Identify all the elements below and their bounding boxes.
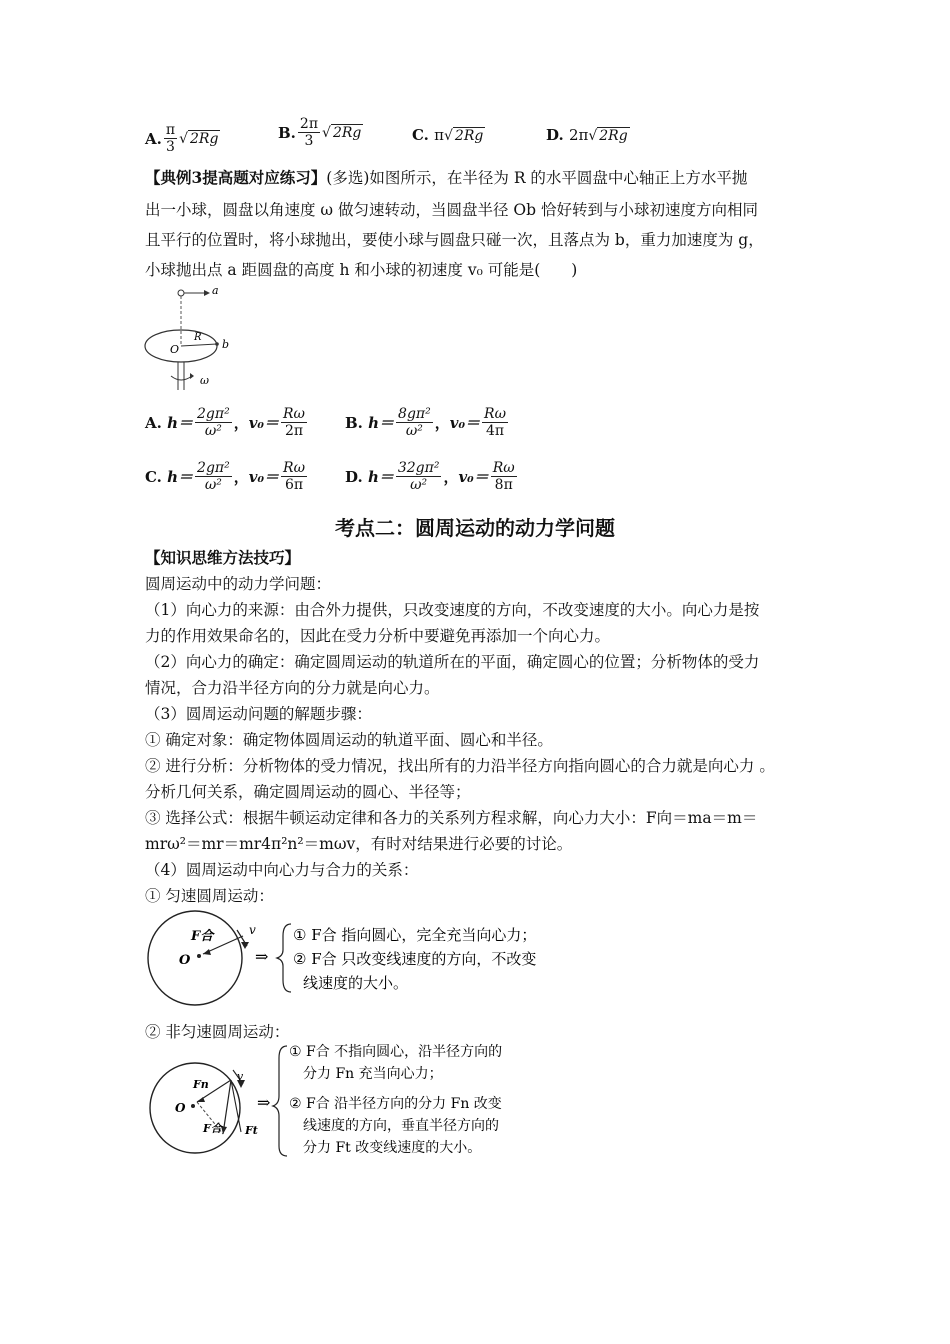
knowledge-heading: 【知识思维方法技巧】	[145, 548, 301, 567]
implies-arrow: ⇒	[257, 1093, 271, 1112]
center-label: O	[179, 953, 191, 968]
fraction: $\frac{R\omega}{6\pi}$	[283, 460, 306, 493]
answer-a: A. h＝ $\frac{\text{2gπ²}}{\text{ω²}}$ ， v₀＝ $\frac{R\omega}{2\pi}$	[145, 406, 305, 439]
sqrt: √ 2Rg	[588, 127, 628, 144]
answer-d: D. h＝ $\frac{\text{32gπ²}}{\text{ω²}}$ ， v₀＝ $\frac{R\omega}{8\pi}$	[345, 460, 515, 493]
fraction: $\frac{2\pi}{3}$	[299, 116, 319, 149]
answer-b: B. h＝ $\frac{\text{8gπ²}}{\text{ω²}}$ ， v₀＝ $\frac{R\omega}{4\pi}$	[345, 406, 507, 439]
choice-a: A. $\frac{\pi}{3}$ √ 2Rg	[145, 122, 219, 155]
knowledge-p4: （4）圆周运动中向心力与合力的关系：	[145, 861, 419, 879]
sqrt: √ 2Rg	[322, 125, 362, 141]
normal-force-label: Fn	[193, 1078, 209, 1091]
knowledge-s3b: mrω²＝mr＝mr4π²n²＝mωv，有时对结果进行必要的讨论。	[145, 835, 573, 853]
point-a-label: a	[212, 284, 219, 297]
sqrt: √ 2Rg	[444, 127, 484, 144]
answer-c: C. h＝ $\frac{\text{2gπ²}}{\text{ω²}}$ ， v₀＝ $\frac{R\omega}{6\pi}$	[145, 460, 306, 493]
net-force-label: F合	[203, 1122, 222, 1135]
knowledge-p2a: （2）向心力的确定：确定圆周运动的轨道所在的平面，确定圆心的位置；分析物体的受力	[145, 653, 760, 671]
problem-line-2: 出一小球，圆盘以角速度 ω 做匀速转动，当圆盘半径 Ob 恰好转到与小球初速度方向相同	[145, 201, 758, 219]
knowledge-s2a: ② 进行分析：分析物体的受力情况，找出所有的力沿半径方向指向圆心的合力就是向心力 。	[145, 757, 775, 775]
knowledge-s1: ① 确定对象：确定物体圆周运动的轨道平面、圆心和半径。	[145, 731, 553, 749]
fraction: $\frac{\text{8gπ²}}{\text{ω²}}$	[398, 406, 431, 439]
nonuniform-note-4: 线速度的方向，垂直半径方向的	[303, 1118, 499, 1134]
fraction: $\frac{\pi}{3}$	[165, 122, 176, 155]
knowledge-s3a: ③ 选择公式：根据牛顿运动定律和各力的关系列方程求解，向心力大小：F向＝ma＝m＝	[145, 809, 758, 827]
choice-d: D. 2π √ 2Rg	[546, 126, 628, 144]
knowledge-u2: ② 非匀速圆周运动：	[145, 1023, 290, 1041]
fraction: $\frac{\text{2gπ²}}{\text{ω²}}$	[197, 406, 230, 439]
choice-b: B. $\frac{2\pi}{3}$ √ 2Rg	[278, 116, 362, 149]
section-title: 考点二：圆周运动的动力学问题	[335, 516, 615, 540]
uniform-note-1: ① F合 指向圆心，完全充当向心力；	[293, 926, 537, 944]
knowledge-u1: ① 匀速圆周运动：	[145, 887, 274, 905]
velocity-label: v	[249, 923, 256, 937]
uniform-note-2: ② F合 只改变线速度的方向，不改变	[293, 950, 537, 968]
implies-arrow: ⇒	[255, 947, 269, 966]
nonuniform-note-1: ① F合 不指向圆心，沿半径方向的	[289, 1044, 503, 1060]
rotating-disk-figure	[140, 284, 250, 394]
uniform-note-3: 线速度的大小。	[303, 974, 409, 992]
tangent-force-label: Ft	[245, 1124, 258, 1137]
knowledge-intro: 圆周运动中的动力学问题：	[145, 575, 332, 593]
knowledge-s2b: 分析几何关系，确定圆周运动的圆心、半径等；	[145, 783, 471, 801]
knowledge-p1a: （1）向心力的来源：由合外力提供，只改变速度的方向，不改变速度的大小。向心力是按	[145, 601, 760, 619]
nonuniform-note-5: 分力 Ft 改变线速度的大小。	[303, 1140, 482, 1156]
point-b-label: b	[222, 338, 230, 351]
problem-line-4: 小球抛出点 a 距圆盘的高度 h 和小球的初速度 v₀ 可能是( )	[145, 261, 578, 279]
problem-line-1: 【典例3提高题对应练习】(多选)如图所示，在半径为 R 的水平圆盘中心轴正上方水平抛	[145, 168, 748, 187]
radius-label: R	[194, 332, 202, 343]
knowledge-p2b: 情况，合力沿半径方向的分力就是向心力。	[145, 679, 440, 697]
fraction: $\frac{R\omega}{2\pi}$	[283, 406, 305, 439]
center-label: O	[175, 1101, 186, 1115]
net-force-label: F合	[191, 929, 214, 944]
problem-line-3: 且平行的位置时，将小球抛出，要使小球与圆盘只碰一次，且落点为 b，重力加速度为 g，	[145, 231, 764, 249]
nonuniform-note-2: 分力 Fn 充当向心力；	[303, 1066, 443, 1082]
fraction: $\frac{\text{32gπ²}}{\text{ω²}}$	[397, 460, 440, 493]
omega-label: ω	[200, 374, 209, 387]
knowledge-p1b: 力的作用效果命名的，因此在受力分析中要避免再添加一个向心力。	[145, 627, 611, 645]
center-label: O	[170, 343, 180, 356]
uniform-motion-figure	[145, 906, 565, 1010]
fraction: $\frac{\text{2gπ²}}{\text{ω²}}$	[197, 460, 230, 493]
nonuniform-note-3: ② F合 沿半径方向的分力 Fn 改变	[289, 1096, 502, 1112]
fraction: $\frac{R\omega}{8\pi}$	[492, 460, 515, 493]
velocity-label: v	[237, 1070, 244, 1083]
fraction: $\frac{R\omega}{4\pi}$	[484, 406, 507, 439]
choice-c: C. π √ 2Rg	[412, 126, 484, 144]
nonuniform-motion-figure	[145, 1042, 525, 1160]
knowledge-p3: （3）圆周运动问题的解题步骤：	[145, 705, 372, 723]
sqrt: √ 2Rg	[179, 131, 219, 147]
